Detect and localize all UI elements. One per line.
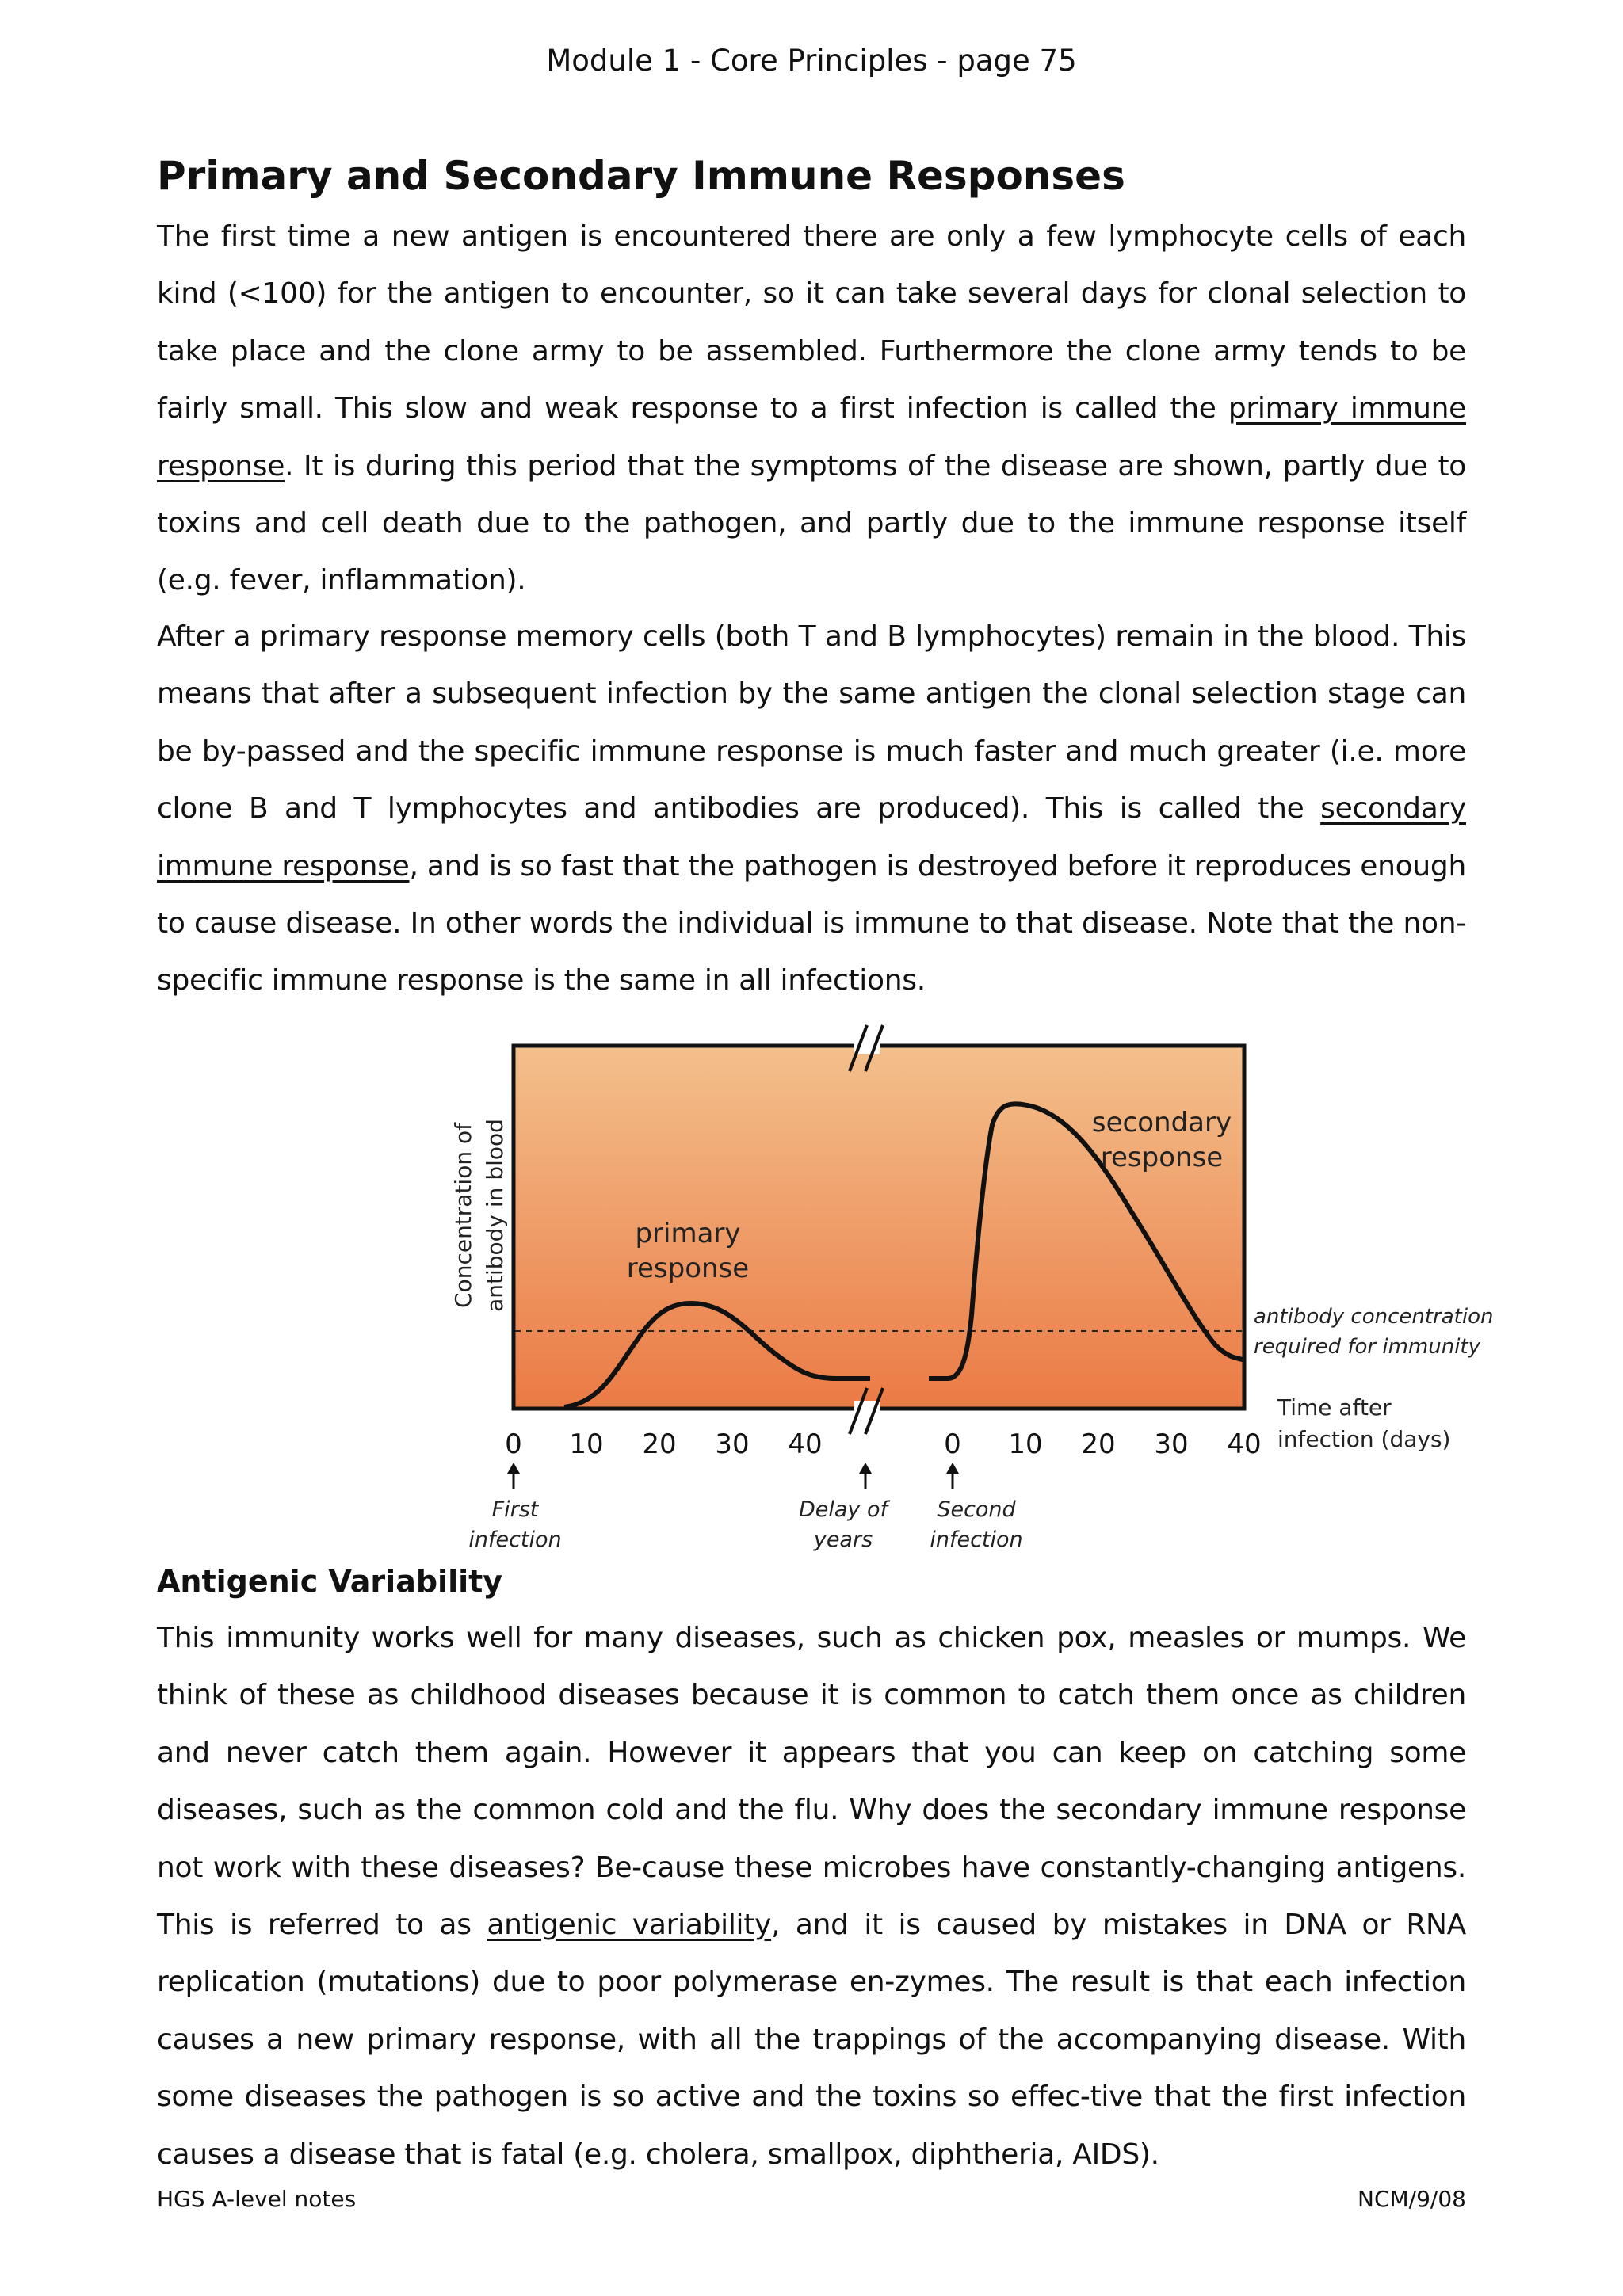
arrow-second-infection — [946, 1463, 959, 1489]
paragraph-text: , and it is caused by mistakes in DNA or RNA replication (mutations) due to poor polymerase en-zymes. The result is that each infection causes a new primary response, with all the trappings of the accompanying disease. With some diseases the pathogen is so active and the toxins so effec-tive that the first infection causes a disease that is fatal (e.g. cholera, smallpox, diphtheria, AIDS). — [157, 1909, 1466, 2171]
section-title: Antigenic Variability — [157, 1564, 503, 1599]
term-primary-immune-response: primary immune response — [157, 392, 1466, 482]
threshold-label: antibody concentration — [1254, 1305, 1494, 1329]
tick-label: 10 — [569, 1428, 604, 1460]
primary-response-label: primary — [635, 1218, 741, 1249]
tick-label: 40 — [788, 1428, 823, 1460]
note-delay: years — [813, 1527, 873, 1552]
paragraph-primary-response — [157, 208, 1466, 610]
paragraph-secondary-response — [157, 608, 1466, 1010]
paragraph-text: The first time a new antigen is encountered there are only a few lymphocyte cells of each kind (<100) for the antigen to encounter, so it can take several days for clonal selection to take place and the clone army to be assembled. Furthermore the clone army tends to be fairly small. This slow and weak response to a first infection is called the — [157, 220, 1466, 425]
tick-label: 20 — [1081, 1428, 1116, 1460]
page-header: Module 1 - Core Principles - page 75 — [546, 44, 1077, 78]
note-first-infection: infection — [468, 1527, 562, 1552]
footer-right: NCM/9/08 — [1358, 2186, 1466, 2212]
tick-label: 10 — [1008, 1428, 1043, 1460]
tick-label: 40 — [1227, 1428, 1262, 1460]
x-axis-label: Time after — [1277, 1394, 1392, 1421]
tick-label: 30 — [715, 1428, 750, 1460]
note-delay: Delay of — [798, 1497, 888, 1522]
paragraph-text: , and is so fast that the pathogen is destroyed before it reproduces enough to cause disease. In other words the individual is immune to that disease. Note that the non-specific immune response is the same in all infections. — [157, 849, 1466, 997]
secondary-response-label: secondary — [1091, 1107, 1232, 1138]
tick-label: 20 — [642, 1428, 677, 1460]
plot-area — [514, 1046, 1244, 1409]
immune-response-diagram — [420, 1006, 1498, 1561]
tick-label: 0 — [944, 1428, 961, 1460]
x-axis-ticks-left — [505, 1428, 822, 1460]
note-first-infection: First — [491, 1497, 539, 1522]
page-title: Primary and Secondary Immune Responses — [157, 153, 1125, 199]
term-secondary-immune-response: secondary immune response — [157, 792, 1466, 883]
note-second-infection: infection — [930, 1527, 1023, 1552]
tick-label: 30 — [1154, 1428, 1189, 1460]
x-axis-ticks-right — [944, 1428, 1261, 1460]
paragraph-text: After a primary response memory cells (both T and B lymphocytes) remain in the blood. This means that after a subsequent infection by the same antigen the clonal selection stage can be by-passed and the specific immune response is much faster and much greater (i.e. more clone B and T lymphocytes and antibodies are produced). This is called the — [157, 620, 1466, 826]
paragraph-antigenic-variability — [157, 1610, 1466, 2183]
threshold-label: required for immunity — [1254, 1335, 1480, 1359]
tick-label: 0 — [505, 1428, 522, 1460]
y-axis-label: Concentration of — [450, 1123, 476, 1308]
paragraph-text: . It is during this period that the symptoms of the disease are shown, partly due to toxins and cell death due to the pathogen, and partly due to the immune response itself (e.g. fever, inflammation). — [157, 449, 1466, 597]
paragraph-text: This immunity works well for many diseases, such as chicken pox, measles or mumps. We think of these as childhood diseases because it is common to catch them once as children and never catch them again. However it appears that you can keep on catching some diseases, such as the common cold and the flu. Why does the secondary immune response not work with these diseases? Be-cause these microbes have constantly-changing antigens. This is referred to as — [157, 1622, 1466, 1942]
y-axis-label: antibody in blood — [482, 1119, 508, 1312]
arrow-delay — [859, 1463, 872, 1489]
footer-left: HGS A-level notes — [157, 2186, 357, 2212]
x-axis-label: infection (days) — [1277, 1426, 1451, 1452]
primary-response-label: response — [626, 1253, 750, 1284]
arrow-first-infection — [507, 1463, 520, 1489]
term-antigenic-variability: antigenic variability — [487, 1909, 772, 1942]
note-second-infection: Second — [937, 1497, 1016, 1522]
secondary-response-label: response — [1100, 1142, 1224, 1173]
